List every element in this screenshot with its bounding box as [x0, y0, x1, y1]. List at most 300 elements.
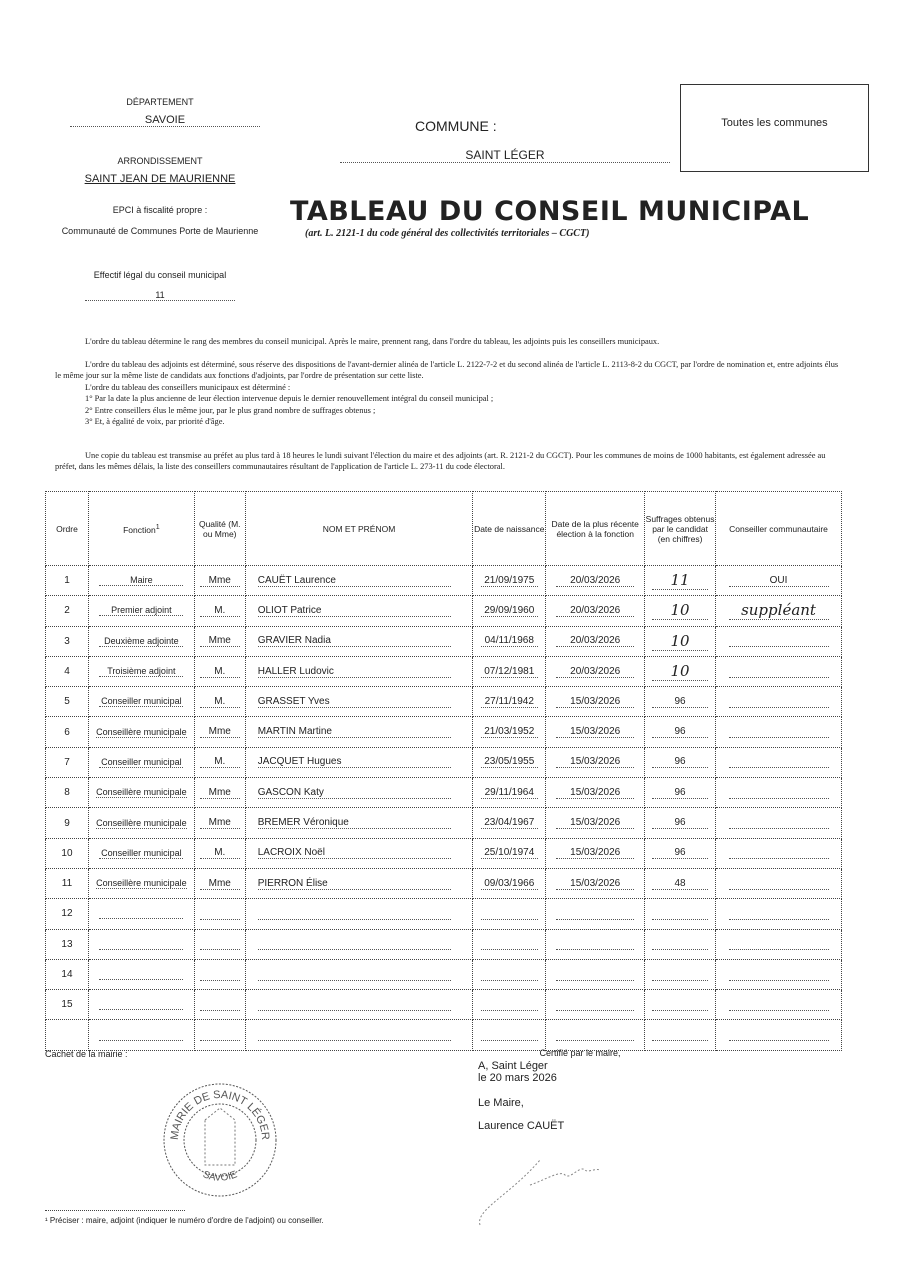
election-value: 15/03/2026	[556, 847, 634, 859]
cell-naissance	[473, 747, 546, 777]
arrondissement-value: SAINT JEAN DE MAURIENNE	[84, 173, 236, 185]
cell-fonction	[88, 717, 194, 747]
date: le 20 mars 2026	[478, 1072, 557, 1084]
cell-communautaire	[716, 626, 842, 656]
communautaire-value	[729, 756, 829, 768]
epci-value: Communauté de Communes Porte de Maurienne	[61, 226, 259, 236]
communautaire-value	[729, 696, 829, 708]
nom-value: BREMER Véronique	[258, 817, 451, 829]
col-suffrages: Suffrages obtenus par le candidat (en chiffres)	[645, 492, 716, 566]
cell-nom	[245, 868, 473, 898]
cell-fonction	[88, 929, 194, 959]
cell-naissance	[473, 959, 546, 989]
qualite-value	[200, 938, 240, 950]
cell-fonction	[88, 747, 194, 777]
cell-communautaire	[716, 566, 842, 596]
ordre-value: 5	[64, 696, 70, 708]
qualite-value: Mme	[200, 726, 240, 738]
suffrages-value: 96	[652, 787, 708, 799]
cell-ordre	[46, 596, 89, 626]
col-communautaire: Conseiller communautaire	[716, 492, 842, 566]
suffrages-value	[652, 969, 708, 981]
cell-nom	[245, 899, 473, 929]
ordre-value: 11	[61, 878, 73, 890]
communautaire-value	[729, 1029, 829, 1041]
nom-value: GRASSET Yves	[258, 696, 451, 708]
cell-fonction	[88, 838, 194, 868]
naissance-value: 29/11/1964	[481, 787, 539, 799]
paragraph: L'ordre du tableau des conseillers municipaux est déterminé :	[85, 382, 291, 392]
fonction-value: Deuxième adjointe	[99, 636, 183, 647]
nom-value	[258, 1029, 451, 1041]
cell-fonction	[88, 959, 194, 989]
fonction-value: Maire	[99, 575, 183, 586]
election-value: 15/03/2026	[556, 817, 634, 829]
cell-naissance	[473, 596, 546, 626]
ordre-value: 1	[64, 575, 70, 587]
commune-type-box	[680, 84, 869, 172]
qualite-value: Mme	[200, 878, 240, 890]
cell-communautaire	[716, 1020, 842, 1050]
nom-value: CAUËT Laurence	[258, 575, 451, 587]
naissance-value: 09/03/1966	[481, 878, 539, 890]
col-ordre: Ordre	[46, 492, 89, 566]
cell-election	[546, 626, 645, 656]
table-row	[46, 778, 842, 808]
effectif-value: 11	[85, 290, 235, 301]
nom-value	[258, 969, 451, 981]
cell-ordre	[46, 717, 89, 747]
cell-fonction	[88, 808, 194, 838]
cell-communautaire	[716, 808, 842, 838]
paragraph: 2° Entre conseillers élus le même jour, par le plus grand nombre de suffrages obtenus ;	[85, 405, 376, 415]
election-value: 15/03/2026	[556, 756, 634, 768]
table-row	[46, 990, 842, 1020]
election-value: 20/03/2026	[556, 635, 634, 647]
table-row	[46, 747, 842, 777]
suffrages-value: 48	[652, 878, 708, 890]
ordre-value: 6	[64, 726, 70, 738]
naissance-value: 07/12/1981	[481, 666, 539, 678]
suffrages-value	[652, 1029, 708, 1041]
naissance-value	[481, 969, 539, 981]
cell-nom	[245, 687, 473, 717]
naissance-value	[481, 999, 539, 1011]
naissance-value: 29/09/1960	[481, 605, 539, 617]
cell-suffrages	[645, 626, 716, 656]
table-row	[46, 656, 842, 686]
cell-nom	[245, 717, 473, 747]
election-value	[556, 938, 634, 950]
communautaire-value	[729, 787, 829, 799]
col-nom: NOM ET PRÉNOM	[245, 492, 473, 566]
cell-fonction	[88, 899, 194, 929]
communautaire-value	[729, 969, 829, 981]
svg-text:MAIRIE DE SAINT LÉGER: MAIRIE DE SAINT LÉGER	[168, 1088, 272, 1141]
qualite-value	[200, 908, 240, 920]
qualite-value: Mme	[200, 635, 240, 647]
suffrages-value: 11	[652, 571, 708, 590]
election-value: 15/03/2026	[556, 878, 634, 890]
naissance-value: 21/03/1952	[481, 726, 539, 738]
cell-qualite	[194, 656, 245, 686]
cell-naissance	[473, 717, 546, 747]
suffrages-value: 96	[652, 696, 708, 708]
cell-naissance	[473, 566, 546, 596]
naissance-value: 04/11/1968	[481, 635, 539, 647]
nom-value: HALLER Ludovic	[258, 666, 451, 678]
cell-nom	[245, 959, 473, 989]
cell-nom	[245, 656, 473, 686]
fonction-value: Conseillère municipale	[96, 878, 187, 889]
cell-fonction	[88, 868, 194, 898]
cell-suffrages	[645, 990, 716, 1020]
ordre-value	[66, 1030, 69, 1041]
cell-communautaire	[716, 990, 842, 1020]
cell-election	[546, 717, 645, 747]
cell-qualite	[194, 868, 245, 898]
table-row	[46, 717, 842, 747]
cell-election	[546, 959, 645, 989]
fonction-value	[99, 999, 183, 1010]
qualite-value	[200, 999, 240, 1011]
cell-communautaire	[716, 747, 842, 777]
nom-value: MARTIN Martine	[258, 726, 451, 738]
naissance-value	[481, 938, 539, 950]
cell-suffrages	[645, 1020, 716, 1050]
ordre-value: 13	[61, 938, 73, 950]
election-value	[556, 969, 634, 981]
cell-nom	[245, 929, 473, 959]
communautaire-value	[729, 908, 829, 920]
communautaire-value: suppléant	[729, 601, 829, 620]
col-naissance: Date de naissance	[473, 492, 546, 566]
table-row	[46, 838, 842, 868]
nom-value: LACROIX Noël	[258, 847, 451, 859]
qualite-value: Mme	[200, 787, 240, 799]
col-qualite: Qualité (M. ou Mme)	[194, 492, 245, 566]
fonction-value: Conseillère municipale	[96, 787, 187, 798]
qualite-value: M.	[200, 756, 240, 768]
fonction-value: Troisième adjoint	[99, 666, 183, 677]
council-table	[45, 491, 842, 1051]
cell-nom	[245, 990, 473, 1020]
cell-suffrages	[645, 899, 716, 929]
cell-qualite	[194, 566, 245, 596]
cell-fonction	[88, 566, 194, 596]
cell-naissance	[473, 899, 546, 929]
naissance-value: 23/04/1967	[481, 817, 539, 829]
cell-ordre	[46, 929, 89, 959]
naissance-value: 23/05/1955	[481, 756, 539, 768]
commune-value: SAINT LÉGER	[340, 148, 670, 163]
election-value: 15/03/2026	[556, 726, 634, 738]
cell-election	[546, 566, 645, 596]
cell-qualite	[194, 626, 245, 656]
cell-qualite	[194, 929, 245, 959]
cell-election	[546, 596, 645, 626]
cell-election	[546, 808, 645, 838]
cell-fonction	[88, 990, 194, 1020]
communautaire-value: OUI	[729, 575, 829, 587]
ordre-value: 8	[64, 787, 70, 799]
cell-naissance	[473, 808, 546, 838]
cell-naissance	[473, 990, 546, 1020]
cell-qualite	[194, 717, 245, 747]
certifie-label: Certifié par le maire,	[539, 1048, 621, 1058]
cell-nom	[245, 778, 473, 808]
table-row	[46, 596, 842, 626]
cell-naissance	[473, 687, 546, 717]
cell-ordre	[46, 687, 89, 717]
qualite-value: M.	[200, 847, 240, 859]
cell-qualite	[194, 899, 245, 929]
paragraph: 3° Et, à égalité de voix, par priorité d'âge.	[85, 417, 225, 426]
qualite-value	[200, 1029, 240, 1041]
cell-suffrages	[645, 929, 716, 959]
cell-ordre	[46, 566, 89, 596]
cell-election	[546, 899, 645, 929]
col-fonction	[88, 492, 194, 566]
fonction-value: Conseiller municipal	[101, 756, 182, 767]
mairie-stamp	[160, 1080, 280, 1200]
ordre-value: 14	[61, 969, 73, 980]
nom-value: JACQUET Hugues	[258, 756, 451, 768]
fonction-value: Conseillère municipale	[96, 817, 187, 828]
qualite-value: Mme	[200, 817, 240, 829]
ordre-value: 9	[64, 817, 70, 829]
suffrages-value: 96	[652, 847, 708, 859]
communautaire-value	[729, 817, 829, 829]
communautaire-value	[729, 726, 829, 738]
communautaire-value	[729, 635, 829, 647]
table-row	[46, 808, 842, 838]
cell-fonction	[88, 687, 194, 717]
departement-label: DÉPARTEMENT	[126, 97, 194, 107]
ordre-value: 7	[64, 756, 70, 768]
suffrages-value: 96	[652, 817, 708, 829]
election-value: 15/03/2026	[556, 696, 634, 708]
cell-suffrages	[645, 838, 716, 868]
naissance-value: 27/11/1942	[481, 696, 539, 708]
cell-election	[546, 656, 645, 686]
effectif-label: Effectif légal du conseil municipal	[93, 270, 227, 280]
cell-election	[546, 778, 645, 808]
election-value	[556, 999, 634, 1011]
cell-communautaire	[716, 656, 842, 686]
cell-qualite	[194, 778, 245, 808]
ordre-value: 4	[64, 666, 70, 678]
cell-fonction	[88, 596, 194, 626]
nom-value	[258, 999, 451, 1011]
cell-nom	[245, 808, 473, 838]
cell-nom	[245, 626, 473, 656]
lieu: A, Saint Léger	[478, 1060, 548, 1072]
fonction-value	[99, 939, 183, 950]
election-value	[556, 908, 634, 920]
fonction-value: Conseillère municipale	[96, 726, 187, 737]
suffrages-value	[652, 938, 708, 950]
ordre-value: 10	[61, 847, 73, 859]
communautaire-value	[729, 999, 829, 1011]
communautaire-value	[729, 878, 829, 890]
election-value: 15/03/2026	[556, 787, 634, 799]
qualite-value: M.	[200, 605, 240, 617]
paragraph: Une copie du tableau est transmise au préfet au plus tard à 18 heures le lundi suivant l'élection du maire et des adjoints (art. R. 2121-2 du CGCT). Pour les communes de moins de 1000 habitants, est également adressée au préfet, dans les mêmes délais, la liste des conseillers communautaires résultant de l'application de l'article L. 273-11 du code électoral.	[55, 450, 826, 471]
cell-election	[546, 1020, 645, 1050]
fonction-value: Premier adjoint	[99, 605, 183, 616]
footnote: ¹ Préciser : maire, adjoint (indiquer le numéro d'ordre de l'adjoint) ou conseiller.	[45, 1216, 324, 1225]
cell-suffrages	[645, 687, 716, 717]
cell-fonction	[88, 626, 194, 656]
page-subtitle: (art. L. 2121-1 du code général des collectivités territoriales – CGCT)	[305, 228, 590, 239]
fonction-value: Conseiller municipal	[101, 847, 182, 858]
suffrages-value	[652, 999, 708, 1011]
suffrages-value: 96	[652, 756, 708, 768]
cell-communautaire	[716, 687, 842, 717]
paragraph: L'ordre du tableau des adjoints est déterminé, sous réserve des dispositions de l'avant-dernier alinéa de l'article L. 2122-7-2 et du second alinéa de l'article L. 2113-8-2 du CGCT, par l'ordre de nomination et, entre adjoints élus le même jour sur la même liste de candidats aux fonctions d'adjoints, par l'ordre de présentation sur cette liste.	[55, 359, 839, 380]
cell-ordre	[46, 808, 89, 838]
cell-nom	[245, 566, 473, 596]
qualite-value	[200, 969, 240, 981]
nom-value: PIERRON Élise	[258, 878, 451, 890]
cell-naissance	[473, 656, 546, 686]
cell-fonction	[88, 656, 194, 686]
naissance-value: 21/09/1975	[481, 575, 539, 587]
col-election: Date de la plus récente élection à la fonction	[546, 492, 645, 566]
communautaire-value	[729, 666, 829, 678]
cell-naissance	[473, 838, 546, 868]
suffrages-value: 10	[652, 662, 708, 681]
le-maire-label: Le Maire,	[478, 1097, 524, 1109]
nom-value: GASCON Katy	[258, 787, 451, 799]
paragraph: 1° Par la date la plus ancienne de leur élection intervenue depuis le dernier renouvellement intégral du conseil municipal ;	[85, 394, 494, 403]
svg-text:SAVOIE: SAVOIE	[201, 1169, 239, 1184]
cell-election	[546, 838, 645, 868]
cell-qualite	[194, 687, 245, 717]
cell-nom	[245, 838, 473, 868]
cell-suffrages	[645, 747, 716, 777]
naissance-value	[481, 1029, 539, 1041]
cell-communautaire	[716, 596, 842, 626]
cell-naissance	[473, 1020, 546, 1050]
cell-election	[546, 687, 645, 717]
col-fonction-label: Fonction	[123, 524, 156, 535]
election-value: 20/03/2026	[556, 605, 634, 617]
cell-election	[546, 747, 645, 777]
paragraph: L'ordre du tableau détermine le rang des membres du conseil municipal. Après le maire, prennent rang, dans l'ordre du tableau, les adjoints puis les conseillers municipaux.	[85, 337, 660, 346]
naissance-value: 25/10/1974	[481, 847, 539, 859]
suffrages-value: 10	[652, 601, 708, 620]
cell-qualite	[194, 808, 245, 838]
communautaire-value	[729, 847, 829, 859]
cell-suffrages	[645, 868, 716, 898]
arrondissement-label: ARRONDISSEMENT	[117, 156, 203, 166]
cell-qualite	[194, 959, 245, 989]
cell-ordre	[46, 899, 89, 929]
cachet-label: Cachet de la mairie :	[45, 1049, 128, 1059]
cell-suffrages	[645, 656, 716, 686]
epci-label: EPCI à fiscalité propre :	[112, 205, 208, 215]
cell-election	[546, 868, 645, 898]
qualite-value: Mme	[200, 575, 240, 587]
cell-nom	[245, 747, 473, 777]
qualite-value: M.	[200, 696, 240, 708]
suffrages-value	[652, 908, 708, 920]
cell-suffrages	[645, 959, 716, 989]
table-header-row	[46, 492, 842, 566]
cell-ordre	[46, 959, 89, 989]
qualite-value: M.	[200, 666, 240, 678]
cell-ordre	[46, 1020, 89, 1050]
cell-naissance	[473, 868, 546, 898]
fonction-value	[99, 969, 183, 980]
commune-type: Toutes les communes	[721, 117, 828, 129]
ordre-value: 3	[64, 635, 70, 647]
cell-ordre	[46, 990, 89, 1020]
footnote-mark: 1	[155, 522, 160, 531]
table-row	[46, 1020, 842, 1050]
table-row	[46, 959, 842, 989]
cell-election	[546, 929, 645, 959]
commune-label: COMMUNE :	[415, 118, 497, 134]
ordre-value: 2	[64, 605, 70, 617]
cell-qualite	[194, 990, 245, 1020]
nom-value	[258, 938, 451, 950]
cell-communautaire	[716, 959, 842, 989]
cell-qualite	[194, 838, 245, 868]
cell-qualite	[194, 596, 245, 626]
election-value: 20/03/2026	[556, 666, 634, 678]
cell-communautaire	[716, 838, 842, 868]
table-row	[46, 626, 842, 656]
cell-ordre	[46, 626, 89, 656]
cell-fonction	[88, 1020, 194, 1050]
cell-suffrages	[645, 778, 716, 808]
cell-communautaire	[716, 929, 842, 959]
cell-suffrages	[645, 596, 716, 626]
maire-nom: Laurence CAUËT	[478, 1120, 565, 1132]
table-row	[46, 899, 842, 929]
cell-ordre	[46, 838, 89, 868]
footnote-divider	[45, 1210, 185, 1211]
cell-qualite	[194, 747, 245, 777]
communautaire-value	[729, 938, 829, 950]
election-value: 20/03/2026	[556, 575, 634, 587]
naissance-value	[481, 908, 539, 920]
cell-nom	[245, 1020, 473, 1050]
cell-suffrages	[645, 566, 716, 596]
ordre-value: 15	[61, 999, 73, 1011]
cell-communautaire	[716, 717, 842, 747]
cell-fonction	[88, 778, 194, 808]
cell-naissance	[473, 626, 546, 656]
signature	[470, 1140, 610, 1230]
cell-communautaire	[716, 868, 842, 898]
cell-election	[546, 990, 645, 1020]
ordre-value: 12	[61, 908, 73, 920]
table-row	[46, 566, 842, 596]
fonction-value: Conseiller municipal	[101, 696, 182, 707]
table-row	[46, 687, 842, 717]
cell-suffrages	[645, 808, 716, 838]
cell-ordre	[46, 868, 89, 898]
election-value	[556, 1029, 634, 1041]
table-row	[46, 929, 842, 959]
cell-qualite	[194, 1020, 245, 1050]
fonction-value	[99, 908, 183, 919]
departement-value: SAVOIE	[70, 114, 260, 127]
